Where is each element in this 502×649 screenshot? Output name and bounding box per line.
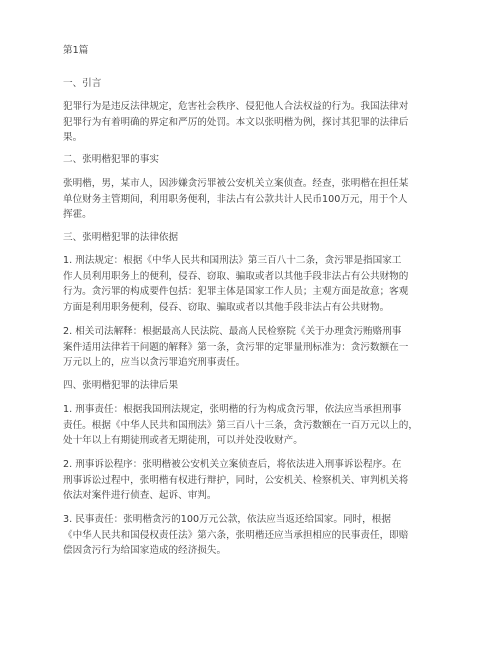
text-line: 挥霍。 — [63, 209, 92, 221]
text-line: 果。 — [63, 132, 83, 144]
paragraph-criminal-law — [63, 253, 441, 315]
text-line: 作人员利用职务上的便利，侵吞、窃取、骗取或者以其他手段非法占有公共财物的 — [63, 270, 409, 282]
text-line: 单位财务主管期间，利用职务便利，非法占有公款共计人民币100万元，用于个人 — [63, 193, 408, 205]
section-heading-introduction: 一、引言 — [63, 78, 102, 89]
text-line: 方面是利用职务便利，侵吞、窃取、骗取或者以其他手段非法占有公共财物。 — [63, 301, 390, 313]
text-line: 张明楷，男，某市人，因涉嫌贪污罪被公安机关立案侦查。经查，张明楷在担任某 — [63, 178, 409, 189]
text-line: 偿因贪污行为给国家造成的经济损失。 — [63, 545, 227, 557]
text-line: 《中华人民共和国侵权责任法》第六条，张明楷还应当承担相应的民事责任，即赔 — [63, 529, 409, 541]
text-line: 3. 民事责任：张明楷贪污的100万元公款，依法应当返还给国家。同时，根据 — [63, 514, 391, 525]
text-line: 刑事诉讼过程中，张明楷有权进行辩护，同时，公安机关、检察机关、审判机关将 — [63, 474, 409, 486]
text-line: 2. 相关司法解释：根据最高人民法院、最高人民检察院《关于办理贪污贿赂刑事 — [63, 326, 402, 337]
paragraph-judicial-interpretation — [63, 324, 441, 371]
text-line: 1. 刑法规定：根据《中华人民共和国刑法》第三百八十二条，贪污罪是指国家工 — [63, 255, 402, 266]
paragraph-criminal-procedure — [63, 457, 441, 504]
paragraph-civil-liability — [63, 512, 441, 559]
section-heading-legal-basis: 三、张明楷犯罪的法律依据 — [63, 232, 179, 243]
section-heading-facts: 二、张明楷犯罪的事实 — [63, 154, 159, 165]
text-line: 犯罪行为是违反法律规定，危害社会秩序、侵犯他人合法权益的行为。我国法律对 — [63, 101, 409, 112]
text-line: 犯罪行为有着明确的界定和严厉的处罚。本文以张明楷为例，探讨其犯罪的法律后 — [63, 116, 409, 128]
paragraph-introduction — [63, 99, 441, 146]
paragraph-criminal-liability — [63, 402, 441, 449]
text-line: 责任。根据《中华人民共和国刑法》第三百八十三条，贪污数额在一百万元以上的， — [63, 419, 418, 431]
paragraph-facts — [63, 176, 441, 223]
text-line: 处十年以上有期徒刑或者无期徒刑，可以并处没收财产。 — [63, 435, 303, 447]
text-line: 2. 刑事诉讼程序：张明楷被公安机关立案侦查后，将依法进入刑事诉讼程序。在 — [63, 459, 402, 470]
text-line: 依法对案件进行侦查、起诉、审判。 — [63, 490, 217, 502]
text-line: 行为。贪污罪的构成要件包括：犯罪主体是国家工作人员；主观方面是故意；客观 — [63, 286, 409, 298]
text-line: 案件适用法律若干问题的解释》第一条，贪污罪的定罪量刑标准为：贪污数额在一 — [63, 341, 409, 353]
document-title: 第1篇 — [63, 45, 89, 56]
text-line: 1. 刑事责任：根据我国刑法规定，张明楷的行为构成贪污罪，依法应当承担刑事 — [63, 404, 402, 415]
section-heading-consequences: 四、张明楷犯罪的法律后果 — [63, 380, 179, 391]
text-line: 万元以上的，应当以贪污罪追究刑事责任。 — [63, 357, 246, 369]
